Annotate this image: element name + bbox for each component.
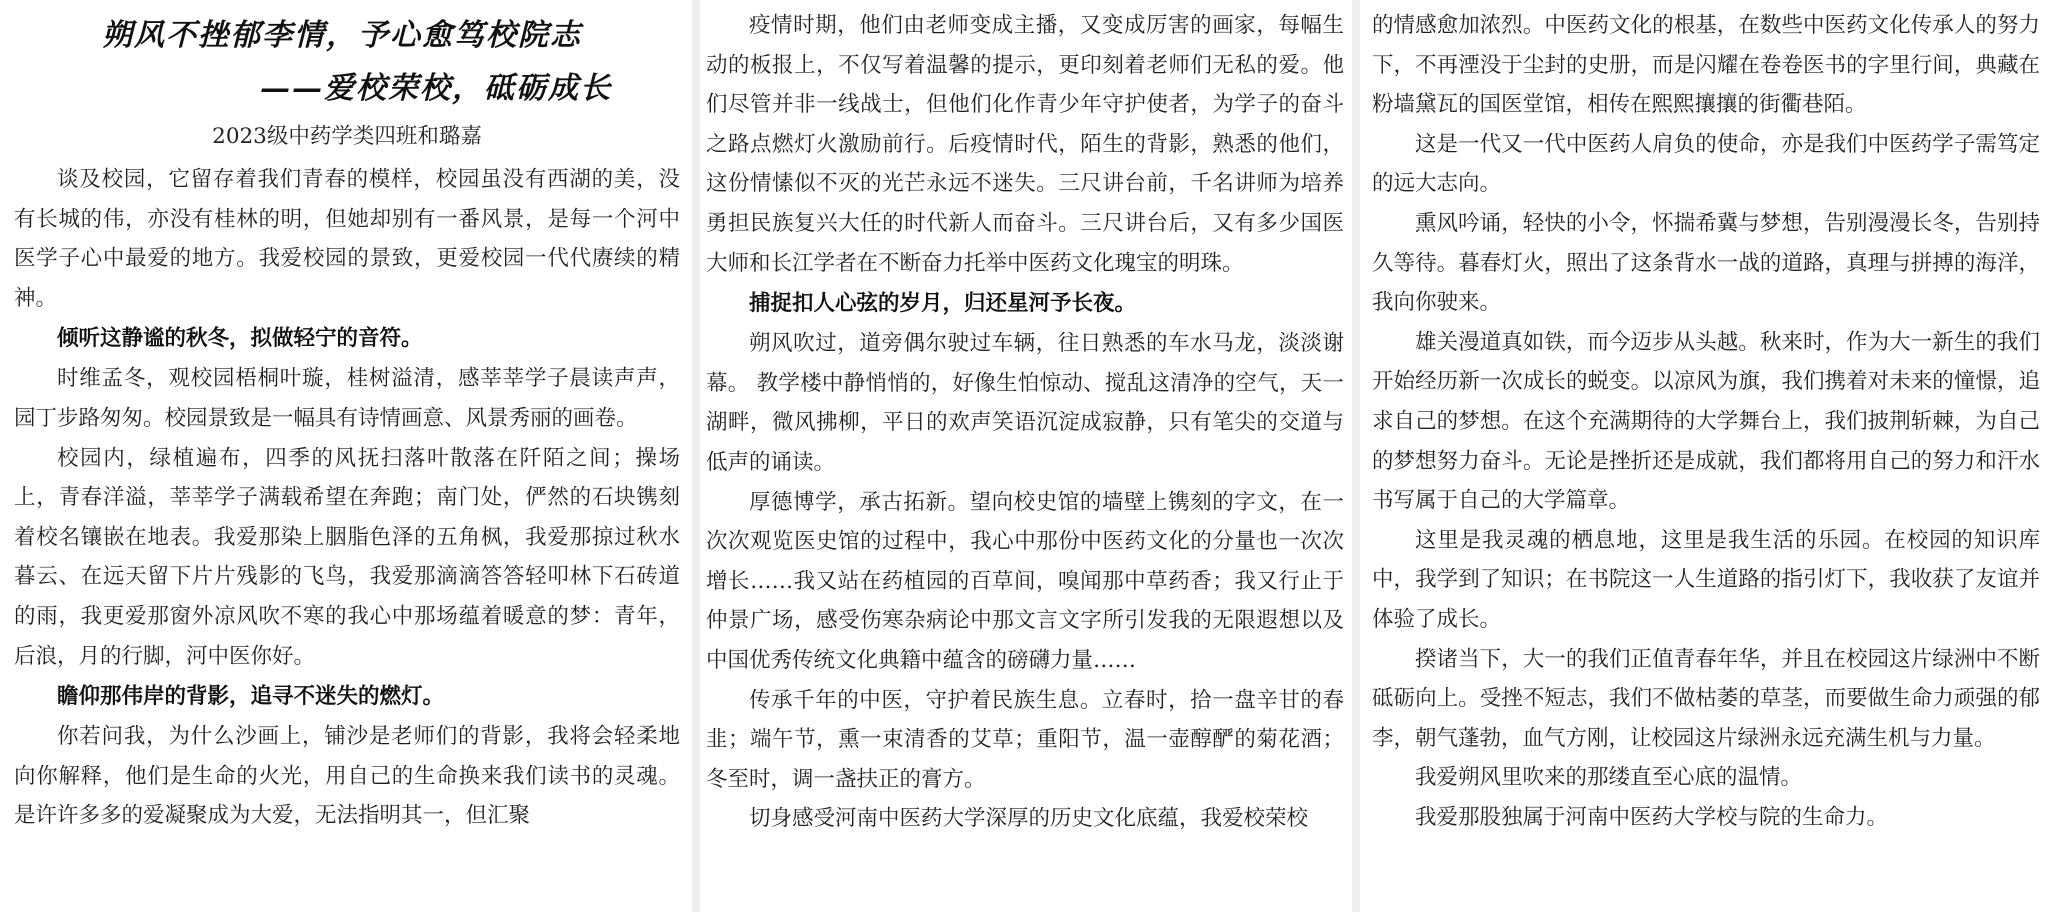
paragraph: 这是一代又一代中医药人肩负的使命，亦是我们中医药学子需笃定的远大志向。 (1372, 131, 2040, 197)
paragraph: 我爱那股独属于河南中医药大学校与院的生命力。 (1415, 804, 1889, 830)
section-heading: 瞻仰那伟岸的背影，追寻不迷失的燃灯。 (57, 684, 445, 710)
article-title: 朔风不挫郁李情，予心愈笃校院志 (102, 18, 582, 53)
column-divider (692, 0, 700, 912)
section-heading: 捕捉扣人心弦的岁月，归还星河予长夜。 (749, 291, 1137, 317)
column-1 (0, 0, 692, 912)
paragraph: 切身感受河南中医药大学深厚的历史文化底蕴，我爱校荣校 (749, 806, 1309, 832)
paragraph: 传承千年的中医，守护着民族生息。立春时，拾一盘辛甘的春韭；端午节，熏一束清香的艾草；重阳节，温一壶醇酽的菊花酒；冬至时，调一盏扶正的膏方。 (706, 687, 1344, 792)
column-3 (1366, 0, 2048, 912)
paragraph: 疫情时期，他们由老师变成主播，又变成厉害的画家，每幅生动的板报上，不仅写着温馨的提示，更印刻着老师们无私的爱。他们尽管并非一线战士，但他们化作青少年守护使者，为学子的奋斗之路点燃灯火激励前行。后疫情时代，陌生的背影，熟悉的他们，这份情愫似不灭的光芒永远不迷失。三尺讲台前，千名讲师为培养勇担民族复兴大任的时代新人而奋斗。三尺讲台后，又有多少国医大师和长江学者在不断奋力托举中医药文化瑰宝的明珠。 (706, 13, 1344, 276)
paragraph: 我爱朔风里吹来的那缕直至心底的温情。 (1415, 765, 1803, 791)
paragraph: 朔风吹过，道旁偶尔驶过车辆，往日熟悉的车水马龙，淡淡谢幕。 教学楼中静悄悄的，好像生怕惊动、搅乱这清净的空气，天一湖畔，微风拂柳，平日的欢声笑语沉淀成寂静，只有笔尖的交道与低声的诵读。 (706, 331, 1344, 475)
paragraph: 熏风吟诵，轻快的小令，怀揣希冀与梦想，告别漫漫长冬，告别持久等待。暮春灯火，照出了这条背水一战的道路，真理与拼搏的海洋，我向你驶来。 (1372, 210, 2040, 316)
paragraph: 雄关漫道真如铁，而今迈步从头越。秋来时，作为大一新生的我们开始经历新一次成长的蜕变。以凉风为旗，我们携着对未来的憧憬，追求自己的梦想。在这个充满期待的大学舞台上，我们披荆斩棘，为自己的梦想努力奋斗。无论是挫折还是成就，我们都将用自己的努力和汗水书写属于自己的大学篇章。 (1372, 329, 2040, 514)
article-subtitle: ——爱校荣校，砥砺成长 (260, 71, 612, 106)
paragraph: 时维孟冬，观校园梧桐叶璇，桂树溢清，感莘莘学子晨读声声，园丁步路匆匆。校园景致是一幅具有诗情画意、风景秀丽的画卷。 (14, 366, 680, 431)
column-divider (1352, 0, 1360, 912)
column-2 (700, 0, 1352, 912)
paragraph: 的情感愈加浓烈。中医药文化的根基，在数些中医药文化传承人的努力下，不再湮没于尘封的史册，而是闪耀在卷卷医书的字里行间，典藏在粉墙黛瓦的国医堂馆，相传在熙熙攘攘的街衢巷陌。 (1372, 13, 2040, 118)
paragraph: 这里是我灵魂的栖息地，这里是我生活的乐园。在校园的知识库中，我学到了知识；在书院这一人生道路的指引灯下，我收获了友谊并体验了成长。 (1372, 527, 2040, 632)
paragraph: 校园内，绿植遍布，四季的风抚扫落叶散落在阡陌之间；操场上，青春洋溢，莘莘学子满载希望在奔跑；南门处，俨然的石块镌刻着校名镶嵌在地表。我爱那染上胭脂色泽的五角枫，我爱那掠过秋水暮云、在远天留下片片残影的飞鸟，我爱那滴滴答答轻叩林下石砖道的雨，我更爱那窗外凉风吹不寒的我心中那场蕴着暖意的梦：青年，后浪，月的行脚，河中医你好。 (14, 445, 680, 669)
author-line: 2023级中药学类四班和璐嘉 (212, 124, 482, 149)
paragraph: 揆诸当下，大一的我们正值青春年华，并且在校园这片绿洲中不断砥砺向上。受挫不短志，我们不做枯萎的草茎，而要做生命力顽强的郁李，朝气蓬勃，血气方刚，让校园这片绿洲永远充满生机与力量。 (1372, 646, 2040, 751)
paragraph: 厚德博学，承古拓新。望向校史馆的墙壁上镌刻的字文，在一次次观览医史馆的过程中，我心中那份中医药文化的分量也一次次增长……我又站在药植园的百草间，嗅闻那中草药香；我又行止于仲景广场，感受伤寒杂病论中那文言文字所引发我的无限遐想以及中国优秀传统文化典籍中蕴含的磅礴力量…… (706, 489, 1344, 673)
paragraph: 谈及校园，它留存着我们青春的模样，校园虽没有西湖的美，没有长城的伟，亦没有桂林的明，但她却别有一番风景，是每一个河中医学子心中最爱的地方。我爱校园的景致，更爱校园一代代赓续的精神。 (14, 167, 680, 311)
section-heading: 倾听这静谧的秋冬，拟做轻宁的音符。 (57, 326, 423, 352)
paragraph: 你若问我，为什么沙画上，铺沙是老师们的背影，我将会轻柔地向你解释，他们是生命的火光，用自己的生命换来我们读书的灵魂。是许许多多的爱凝聚成为大爱，无法指明其一，但汇聚 (14, 724, 680, 829)
